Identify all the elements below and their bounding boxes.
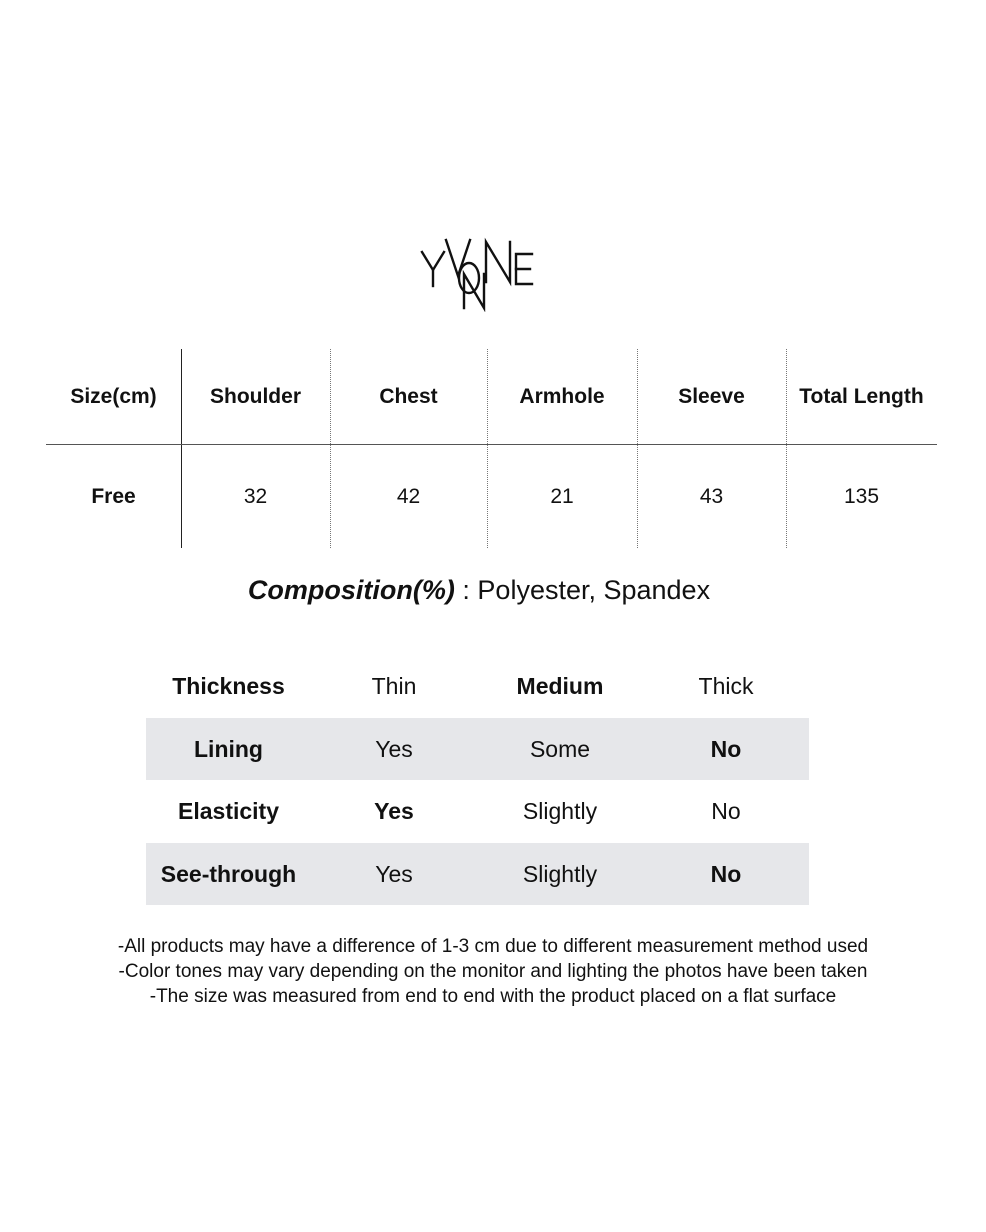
notes: [0, 934, 986, 1009]
column-divider: [637, 349, 638, 548]
header-total-length: Total Length: [799, 385, 924, 408]
option-some: Some: [529, 735, 591, 762]
option-no-selected: No: [710, 860, 742, 887]
value-sleeve: 43: [699, 485, 724, 508]
header-armhole: Armhole: [519, 385, 605, 408]
header-shoulder: Shoulder: [209, 385, 301, 408]
attribute-label: Elasticity: [178, 798, 279, 824]
option-medium-selected: Medium: [516, 673, 604, 699]
option-no-selected: No: [710, 735, 742, 762]
option-yes-selected: Yes: [374, 798, 414, 824]
option-yes: Yes: [375, 735, 413, 762]
option-slightly: Slightly: [522, 860, 598, 887]
composition-separator: :: [454, 575, 478, 605]
fabric-table: [146, 655, 809, 905]
composition-line: [0, 574, 958, 606]
column-divider: [487, 349, 488, 548]
size-table: [46, 349, 937, 548]
column-divider: [330, 349, 331, 548]
column-divider: [786, 349, 787, 548]
value-shoulder: 32: [243, 485, 268, 508]
note-line: -Color tones may vary depending on the monitor and lighting the photos have been taken: [118, 961, 868, 982]
attribute-label: Lining: [194, 735, 263, 762]
option-thin: Thin: [371, 673, 417, 699]
value-total-length: 135: [843, 485, 880, 508]
option-slightly: Slightly: [522, 798, 598, 824]
fabric-row-lining: [146, 718, 809, 781]
composition-label: Composition(%): [247, 575, 455, 605]
value-armhole: 21: [550, 485, 574, 508]
header-size: Size(cm): [70, 385, 157, 408]
option-no: No: [711, 798, 741, 824]
option-yes: Yes: [375, 860, 413, 887]
fabric-row-elasticity: [146, 780, 809, 843]
header-chest: Chest: [379, 385, 438, 408]
row-size-label: Free: [91, 485, 136, 508]
note-line: -The size was measured from end to end with the product placed on a flat surface: [149, 986, 837, 1007]
fabric-row-see-through: [146, 843, 809, 906]
attribute-label: See-through: [160, 860, 297, 887]
fabric-row-thickness: [146, 655, 809, 718]
header-sleeve: Sleeve: [678, 385, 745, 408]
option-thick: Thick: [698, 673, 754, 699]
brand-logo-mark: [420, 236, 536, 312]
brand-logo: [420, 236, 536, 312]
note-line: -All products may have a difference of 1-3 cm due to different measurement method used: [117, 936, 869, 957]
attribute-label: Thickness: [172, 673, 285, 699]
header-divider: [46, 444, 937, 445]
composition-value: Polyester, Spandex: [477, 575, 711, 605]
value-chest: 42: [396, 485, 421, 508]
column-divider: [181, 349, 182, 548]
